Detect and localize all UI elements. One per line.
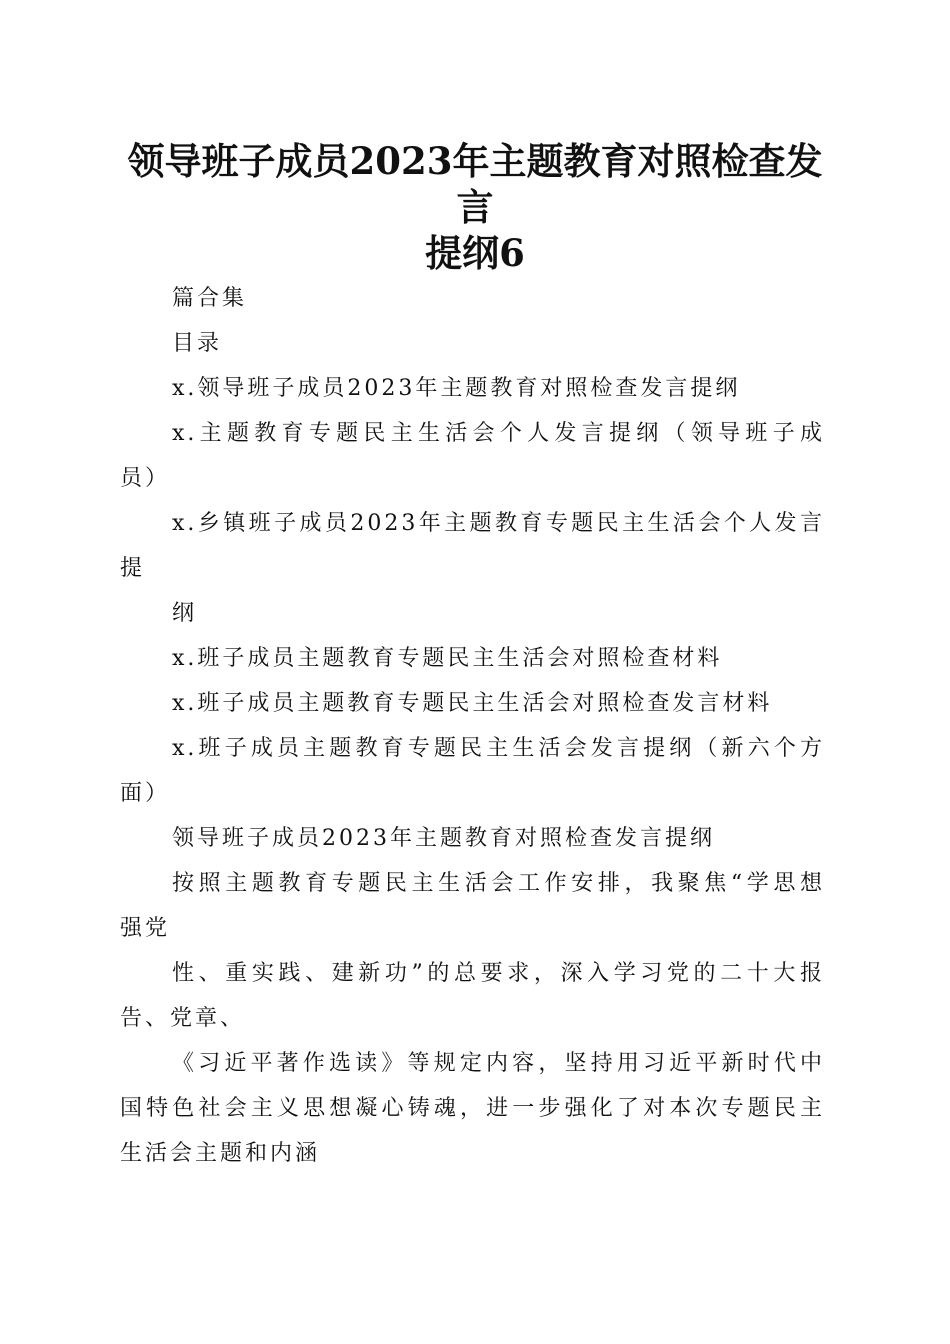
paragraph-toc-heading: 目录 — [172, 331, 223, 356]
toc-item-3-line2: 提 — [120, 556, 146, 581]
body-paragraph-3-line2: 国特色社会主义思想凝心铸魂，进一步强化了对本次专题民主 — [120, 1096, 825, 1121]
document-title-line1: 领导班子成员2023年主题教育对照检查发言 — [127, 139, 823, 229]
section-title: 领导班子成员2023年主题教育对照检查发言提纲 — [172, 826, 715, 851]
body-paragraph-3-line1: 《习近平著作选读》等规定内容，坚持用习近平新时代中 — [172, 1051, 825, 1076]
document-title — [110, 138, 840, 276]
toc-item-6-line2: 面） — [120, 781, 171, 806]
document-body — [120, 276, 825, 1176]
toc-item-4: x.班子成员主题教育专题民主生活会对照检查材料 — [172, 646, 723, 671]
toc-item-2-line1: x.主题教育专题民主生活会个人发言提纲（领导班子成 — [172, 421, 825, 446]
toc-item-5: x.班子成员主题教育专题民主生活会对照检查发言材料 — [172, 691, 773, 716]
body-paragraph-1-line2: 强党 — [120, 916, 171, 941]
body-paragraph-2-line2: 告、党章、 — [120, 1006, 246, 1031]
body-paragraph-1-line1: 按照主题教育专题民主生活会工作安排，我聚焦“学思想 — [172, 871, 825, 896]
paragraph-collection-label: 篇合集 — [172, 286, 248, 311]
toc-item-2-line2: 员） — [120, 466, 171, 491]
toc-item-1: x.领导班子成员2023年主题教育对照检查发言提纲 — [172, 376, 741, 401]
toc-item-6-line1: x.班子成员主题教育专题民主生活会发言提纲（新六个方 — [172, 736, 825, 761]
document-title-line2: 提纲6 — [425, 231, 525, 275]
toc-item-3-line3: 纲 — [172, 601, 198, 626]
body-paragraph-2-line1: 性、重实践、建新功”的总要求，深入学习党的二十大报 — [172, 961, 825, 986]
toc-item-3-line1: x.乡镇班子成员2023年主题教育专题民主生活会个人发言 — [172, 511, 825, 536]
body-paragraph-3-line3: 生活会主题和内涵 — [120, 1141, 321, 1166]
